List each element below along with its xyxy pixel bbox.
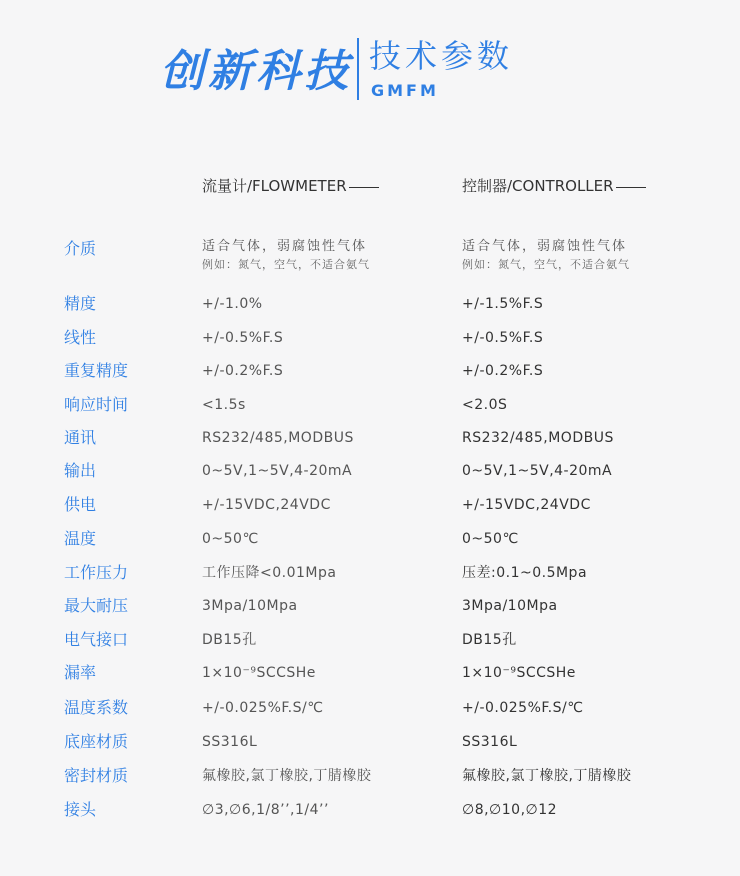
spec-label: 密封材质 (64, 766, 129, 785)
spec-row (0, 493, 740, 521)
spec-label: 最大耐压 (64, 596, 129, 615)
spec-value-flowmeter: 工作压降<0.01Mpa (202, 565, 337, 581)
spec-row (0, 696, 740, 724)
page-title: 技术参数 (369, 37, 514, 75)
spec-value-flowmeter: +/-0.5%F.S (202, 330, 284, 346)
spec-value-controller: 氟橡胶,氯丁橡胶,丁腈橡胶 (462, 768, 632, 784)
spec-value-flowmeter: +/-1.0% (202, 296, 263, 312)
spec-value-note: 例如：氮气，空气，不适合氨气 (462, 258, 630, 271)
spec-value-controller: 3Mpa/10Mpa (462, 598, 558, 614)
spec-row (0, 237, 740, 271)
spec-value-flowmeter: ∅3,∅6,1/8’’,1/4’’ (202, 802, 329, 818)
spec-row (0, 527, 740, 555)
spec-label: 通讯 (64, 428, 97, 447)
spec-value-flowmeter: 0~5V,1~5V,4-20mA (202, 463, 353, 479)
spec-value-controller: 1×10⁻⁹SCCSHe (462, 665, 576, 681)
spec-value-flowmeter: 1×10⁻⁹SCCSHe (202, 665, 316, 681)
spec-value-controller: +/-0.025%F.S/℃ (462, 700, 584, 716)
column-header-controller (462, 176, 646, 196)
spec-row (0, 661, 740, 689)
column-header-underline (349, 187, 379, 188)
spec-value-controller: 压差:0.1~0.5Mpa (462, 565, 588, 581)
spec-row (0, 459, 740, 487)
spec-value-flowmeter: 0~50℃ (202, 531, 259, 547)
header-divider (357, 38, 359, 100)
spec-value-flowmeter: DB15孔 (202, 632, 257, 648)
spec-label: 工作压力 (64, 563, 129, 582)
spec-value-controller: SS316L (462, 734, 518, 750)
spec-row (0, 359, 740, 387)
spec-value-controller: <2.0S (462, 397, 508, 413)
spec-value-controller: ∅8,∅10,∅12 (462, 802, 558, 818)
spec-value-flowmeter: +/-0.025%F.S/℃ (202, 700, 324, 716)
spec-label: 供电 (64, 495, 97, 514)
spec-value-controller: 0~5V,1~5V,4-20mA (462, 463, 613, 479)
spec-row (0, 798, 740, 826)
spec-label: 电气接口 (64, 630, 129, 649)
spec-row (0, 764, 740, 792)
spec-row (0, 393, 740, 421)
spec-value-flowmeter: 氟橡胶,氯丁橡胶,丁腈橡胶 (202, 768, 372, 784)
spec-value-main: 适合气体，弱腐蚀性气体 (462, 239, 628, 254)
spec-value-flowmeter: +/-0.2%F.S (202, 363, 284, 379)
spec-value-main: 适合气体，弱腐蚀性气体 (202, 239, 368, 254)
spec-value-flowmeter: +/-15VDC,24VDC (202, 497, 331, 513)
spec-value-controller: +/-15VDC,24VDC (462, 497, 591, 513)
spec-value-flowmeter: 3Mpa/10Mpa (202, 598, 298, 614)
spec-label: 接头 (64, 800, 97, 819)
column-header-flowmeter-label: 流量计/FLOWMETER (202, 177, 347, 195)
spec-value-controller: DB15孔 (462, 632, 517, 648)
spec-value-controller: +/-1.5%F.S (462, 296, 544, 312)
spec-label: 响应时间 (64, 395, 129, 414)
spec-value-note: 例如：氮气，空气，不适合氨气 (202, 258, 370, 271)
spec-label: 精度 (64, 294, 97, 313)
spec-label: 线性 (64, 328, 97, 347)
spec-value-flowmeter (202, 237, 370, 273)
spec-label: 输出 (64, 461, 97, 480)
spec-value-flowmeter: RS232/485,MODBUS (202, 430, 354, 446)
spec-value-controller: +/-0.5%F.S (462, 330, 544, 346)
spec-row (0, 426, 740, 454)
column-header-controller-label: 控制器/CONTROLLER (462, 177, 614, 195)
spec-value-flowmeter: SS316L (202, 734, 258, 750)
spec-row (0, 292, 740, 320)
column-header-underline (616, 187, 646, 188)
spec-row (0, 561, 740, 589)
spec-label: 介质 (64, 239, 97, 258)
spec-value-controller (462, 237, 630, 273)
spec-label: 漏率 (64, 663, 97, 682)
spec-row (0, 326, 740, 354)
spec-value-controller: +/-0.2%F.S (462, 363, 544, 379)
spec-row (0, 594, 740, 622)
column-header-flowmeter (202, 176, 379, 196)
spec-label: 温度 (64, 529, 97, 548)
spec-label: 底座材质 (64, 732, 129, 751)
page-subtitle: GMFM (371, 81, 439, 100)
spec-row (0, 730, 740, 758)
spec-row (0, 628, 740, 656)
spec-label: 重复精度 (64, 361, 129, 380)
spec-value-flowmeter: <1.5s (202, 397, 246, 413)
spec-value-controller: 0~50℃ (462, 531, 519, 547)
spec-label: 温度系数 (64, 698, 129, 717)
spec-value-controller: RS232/485,MODBUS (462, 430, 614, 446)
page-header (0, 0, 740, 130)
brand-logo-text: 创新科技 (160, 46, 352, 97)
